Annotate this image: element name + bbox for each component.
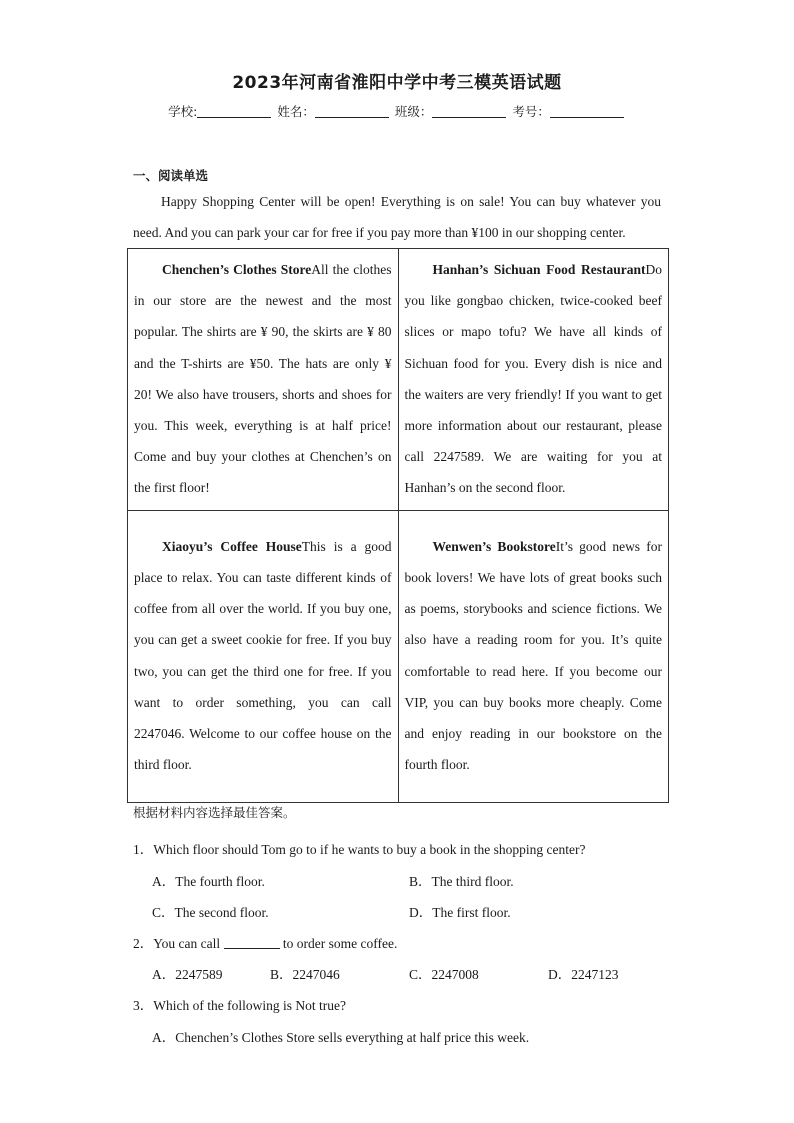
shop-description: It’s good news for book lovers! We have lots of great books such as poems, storybooks and science fictions. We also have a reading room for you. It’s quite comfortable to read here. If you become our VIP, you can buy books more cheaply. Come and enjoy reading in our bookstore on the fourth floor. xyxy=(404,538,662,773)
ad-cell-clothes-store xyxy=(128,249,399,511)
shop-name: Chenchen’s Clothes Store xyxy=(162,262,312,277)
q2-option-a[interactable]: A．2247589 xyxy=(152,967,223,982)
passage-intro: Happy Shopping Center will be open! Everything is on sale! You can buy whatever you need. And you can park your car for free if you pay more than ¥100 in our shopping center. xyxy=(133,194,661,240)
student-info-line xyxy=(0,102,794,120)
question-instruction: 根据材料内容选择最佳答案。 xyxy=(133,805,296,820)
question-1: 1．Which floor should Tom go to if he wants to buy a book in the shopping center? xyxy=(133,842,586,857)
ad-cell-restaurant xyxy=(398,249,669,511)
q3-option-a[interactable]: A．Chenchen’s Clothes Store sells everything at half price this week. xyxy=(152,1030,530,1045)
question-2-text-before: 2．You can call xyxy=(133,936,221,951)
q2-option-c[interactable]: C．2247008 xyxy=(409,967,479,982)
shop-name: Hanhan’s Sichuan Food Restaurant xyxy=(432,262,646,277)
section-heading: 一、阅读单选 xyxy=(133,168,209,183)
q1-option-c[interactable]: C．The second floor. xyxy=(152,905,269,920)
question-2-text-after: to order some coffee. xyxy=(282,936,398,951)
shop-description: All the clothes in our store are the newest and the most popular. The shirts are ¥ 90, the skirts are ¥ 80 and the T-shirts are ¥50. The hats are only ¥ 20! We also have trousers, shorts and shoes for you. This week, everything is at half price! Come and buy your clothes at Chenchen’s on the first floor! xyxy=(134,262,392,496)
school-blank xyxy=(197,106,271,118)
q1-option-d[interactable]: D．The first floor. xyxy=(409,905,511,920)
shop-ads-table xyxy=(127,248,669,803)
shop-description: This is a good place to relax. You can taste different kinds of coffee from all over the world. If you buy one, you can get a sweet cookie for free. If you buy two, you can get the third one for free. If you want to order something, you can call 2247046. Welcome to our coffee house on the third floor. xyxy=(134,538,392,773)
question-3: 3．Which of the following is Not true? xyxy=(133,998,346,1013)
ad-cell-coffee-house xyxy=(128,510,399,802)
q1-option-a[interactable]: A．The fourth floor. xyxy=(152,874,265,889)
answer-blank xyxy=(224,937,280,949)
class-label: 班级： xyxy=(394,104,433,119)
class-blank xyxy=(432,106,506,118)
school-label: 学校: xyxy=(168,104,198,119)
shop-name: Xiaoyu’s Coffee House xyxy=(162,538,302,554)
name-blank xyxy=(315,106,389,118)
shop-description: Do you like gongbao chicken, twice-cooked beef slices or mapo tofu? We have all kinds of Sichuan food for you. Every dish is nice and the waiters are very friendly! If you want to get more information about our restaurant, please call 2247589. We are waiting for you at Hanhan’s on the second floor. xyxy=(404,262,662,496)
table-row xyxy=(128,249,669,511)
name-label: 姓名： xyxy=(277,104,315,119)
exam-title: 2023年河南省淮阳中学中考三模英语试题 xyxy=(232,73,562,93)
exam-number-blank xyxy=(550,106,624,118)
q2-option-d[interactable]: D．2247123 xyxy=(548,967,619,982)
table-row xyxy=(128,510,669,802)
shop-name: Wenwen’s Bookstore xyxy=(432,538,556,554)
exam-number-label: 考号： xyxy=(512,104,550,119)
q2-option-b[interactable]: B．2247046 xyxy=(270,967,340,982)
ad-cell-bookstore xyxy=(398,510,669,802)
q1-option-b[interactable]: B．The third floor. xyxy=(409,874,514,889)
question-2 xyxy=(133,932,397,952)
